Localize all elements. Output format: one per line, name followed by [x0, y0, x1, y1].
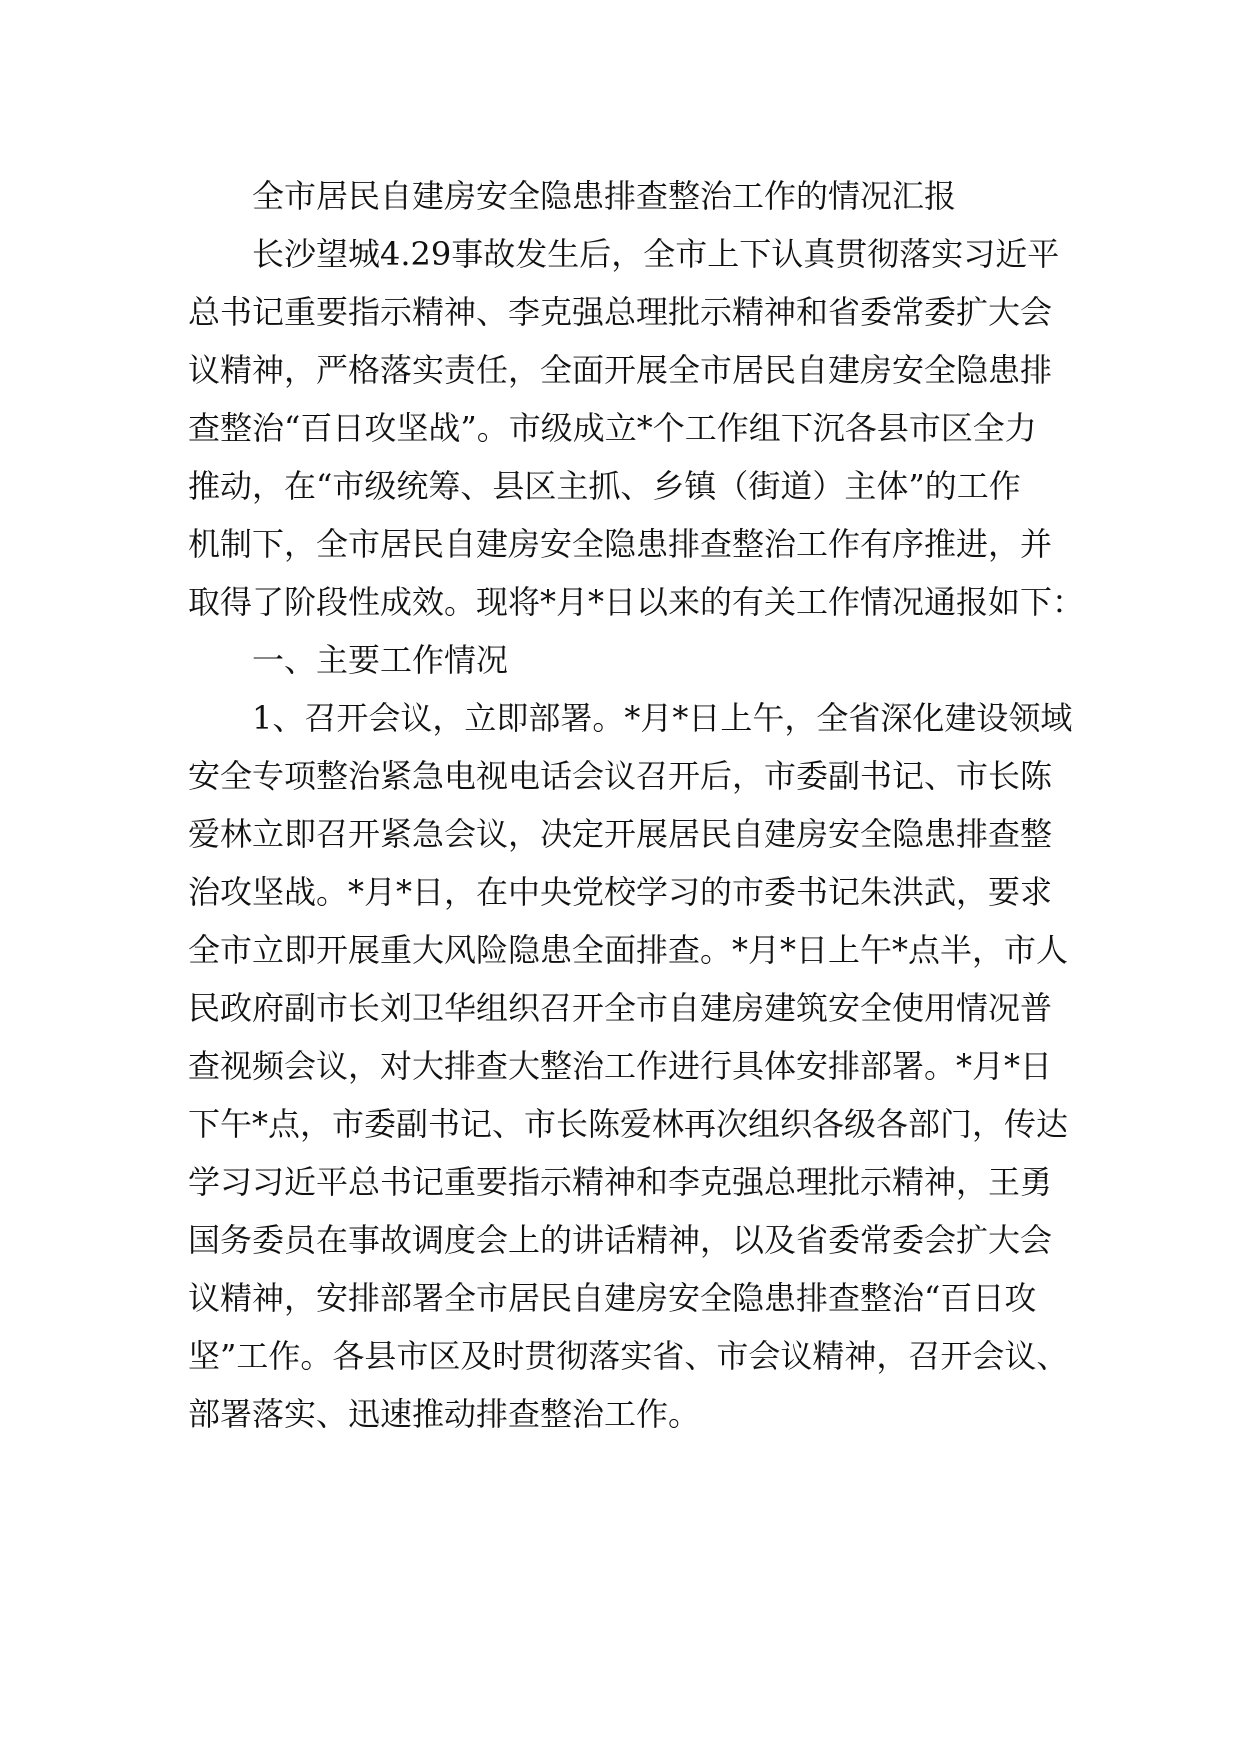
body-line: 机制下，全市居民自建房安全隐患排查整治工作有序推进，并	[188, 525, 1053, 563]
body-line: 下午*点，市委副书记、市长陈爱林再次组织各级各部门，传达	[188, 1105, 1069, 1143]
body-line: 取得了阶段性成效。现将*月*日以来的有关工作情况通报如下：	[188, 583, 1085, 621]
body-line: 总书记重要指示精神、李克强总理批示精神和省委常委扩大会	[188, 293, 1053, 331]
body-line: 安全专项整治紧急电视电话会议召开后，市委副书记、市长陈	[188, 757, 1053, 795]
body-line: 推动，在“市级统筹、县区主抓、乡镇（街道）主体”的工作	[188, 467, 1021, 505]
body-line: 议精神，严格落实责任，全面开展全市居民自建房安全隐患排	[188, 351, 1053, 389]
body-line: 1、召开会议，立即部署。*月*日上午，全省深化建设领域	[252, 699, 1073, 737]
body-line: 全市立即开展重大风险隐患全面排查。*月*日上午*点半，市人	[188, 931, 1069, 969]
body-line: 爱林立即召开紧急会议，决定开展居民自建房安全隐患排查整	[188, 815, 1053, 853]
document-title: 全市居民自建房安全隐患排查整治工作的情况汇报	[252, 177, 957, 215]
body-line: 部署落实、迅速推动排查整治工作。	[188, 1395, 701, 1433]
body-line: 治攻坚战。*月*日，在中央党校学习的市委书记朱洪武，要求	[188, 873, 1053, 911]
body-line: 民政府副市长刘卫华组织召开全市自建房建筑安全使用情况普	[188, 989, 1053, 1027]
body-line: 长沙望城4.29事故发生后，全市上下认真贯彻落实习近平	[252, 235, 1060, 273]
body-line: 议精神，安排部署全市居民自建房安全隐患排查整治“百日攻	[188, 1279, 1037, 1317]
body-line: 查视频会议，对大排查大整治工作进行具体安排部署。*月*日	[188, 1047, 1053, 1085]
body-line: 坚”工作。各县市区及时贯彻落实省、市会议精神，召开会议、	[188, 1337, 1069, 1375]
section-heading: 一、主要工作情况	[252, 641, 509, 679]
body-line: 查整治“百日攻坚战”。市级成立*个工作组下沉各县市区全力	[188, 409, 1037, 447]
body-line: 国务委员在事故调度会上的讲话精神，以及省委常委会扩大会	[188, 1221, 1053, 1259]
body-line: 学习习近平总书记重要指示精神和李克强总理批示精神，王勇	[188, 1163, 1053, 1201]
